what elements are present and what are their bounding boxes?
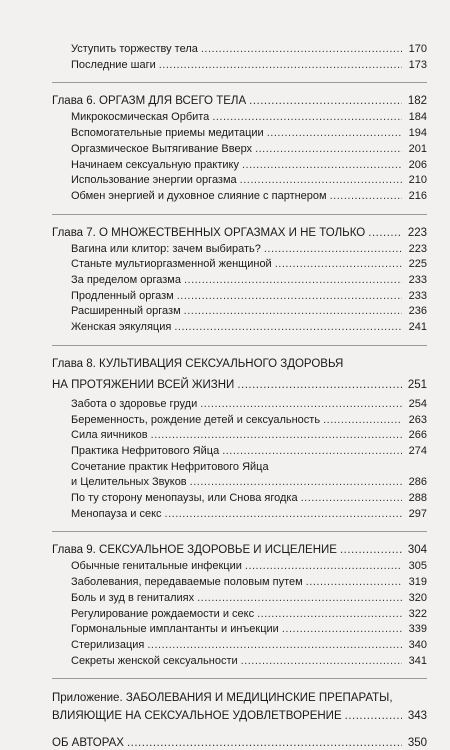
toc-entry: [71, 126, 427, 140]
toc-entry: [71, 289, 427, 303]
appendix-heading-line: Приложение. ЗАБОЛЕВАНИЯ И МЕДИЦИНСКИЕ ПРЕПАРАТЫ,: [52, 692, 393, 705]
dot-leader: [212, 110, 402, 124]
toc-entry-title: Практика Нефритового Яйца: [71, 444, 220, 457]
chapter-heading: [52, 378, 427, 392]
toc-entry-page-number: 319: [408, 576, 427, 589]
toc-entry-title: Начинаем сексуальную практику: [71, 158, 239, 171]
toc-entry-page-number: 223: [408, 242, 427, 255]
about-authors-page-number: 350: [407, 737, 427, 750]
toc-entry-title: Использование энергии оргазма: [71, 174, 237, 187]
dot-leader: [245, 559, 402, 573]
chapter-heading-page-number: 304: [407, 544, 427, 557]
dot-leader: [184, 273, 402, 287]
toc-entry-title: и Целительных Звуков: [71, 476, 187, 489]
dot-leader: [151, 428, 402, 442]
dot-leader: [237, 378, 402, 392]
toc-entry: [71, 607, 427, 621]
toc-entry-page-number: 320: [408, 591, 427, 604]
toc-entry-page-number: 201: [408, 142, 427, 155]
section-divider: [52, 345, 427, 346]
dot-leader: [249, 94, 402, 108]
toc-entry-page-number: 341: [408, 654, 427, 667]
chapter-heading-title: Глава 6. ОРГАЗМ ДЛЯ ВСЕГО ТЕЛА: [52, 95, 247, 108]
toc-entry: [71, 320, 427, 334]
toc-entry: [71, 242, 427, 256]
toc-entry-title: Женская эякуляция: [71, 321, 172, 334]
chapter-heading-page-number: 223: [407, 226, 427, 239]
toc-entry: [71, 559, 427, 573]
toc-entry-title: Продленный оргазм: [71, 289, 174, 302]
chapter-heading-title: НА ПРОТЯЖЕНИИ ВСЕЙ ЖИЗНИ: [52, 378, 235, 391]
toc-entry-title: Стерилизация: [71, 638, 145, 651]
about-authors: [52, 736, 427, 750]
toc-entry-page-number: 184: [408, 111, 427, 124]
toc-entry-title: Последние шаги: [71, 58, 156, 71]
toc-entry: [71, 58, 427, 72]
toc-entry: [71, 507, 427, 521]
dot-leader: [282, 622, 402, 636]
section-divider: [52, 82, 427, 83]
dot-leader: [345, 709, 402, 723]
dot-leader: [165, 507, 402, 521]
dot-leader: [242, 158, 402, 172]
chapter-heading-title: Глава 7. О МНОЖЕСТВЕННЫХ ОРГАЗМАХ И НЕ ТОЛЬКО: [52, 226, 366, 239]
toc-entry: [71, 638, 427, 652]
toc-entry: [71, 428, 427, 442]
toc-entry: [71, 189, 427, 203]
dot-leader: [200, 397, 402, 411]
dot-leader: [197, 591, 402, 605]
toc-entry-title: Сочетание практик Нефритового Яйца: [71, 460, 269, 473]
toc-entry: [71, 158, 427, 172]
dot-leader: [240, 173, 402, 187]
appendix-heading-page-number: 343: [407, 710, 427, 723]
chapter-heading-line: Глава 8. КУЛЬТИВАЦИЯ СЕКСУАЛЬНОГО ЗДОРОВЬЯ: [52, 357, 344, 370]
toc-entry: [71, 444, 427, 458]
toc-entry-title: Микрокосмическая Орбита: [71, 111, 210, 124]
toc-entry-page-number: 210: [408, 174, 427, 187]
toc-entry-page-number: 288: [408, 492, 427, 504]
dot-leader: [323, 413, 402, 427]
toc-entry-page-number: 233: [408, 274, 427, 286]
toc-entry: [71, 42, 427, 56]
toc-entry-page-number: 263: [408, 413, 427, 426]
chapter-heading: [52, 94, 427, 108]
section-divider: [52, 678, 427, 679]
toc-entry-title: Уступить торжеству тела: [71, 43, 198, 55]
toc-entry-title: Оргазмическое Вытягивание Вверх: [71, 142, 253, 155]
dot-leader: [177, 289, 402, 303]
toc-entry-title: Сила яичников: [71, 429, 148, 442]
toc-entry-title: Обмен энергией и духовное слияние с партнером: [71, 189, 327, 202]
toc-entry-page-number: 170: [408, 43, 427, 55]
toc-entry-page-number: 297: [408, 507, 427, 520]
section-divider: [52, 531, 427, 532]
toc-entry-page-number: 322: [408, 607, 427, 620]
toc-entry: [71, 591, 427, 605]
toc-entry-title: По ту сторону менопаузы, или Снова ягодка: [71, 492, 298, 504]
toc-entry-page-number: 339: [408, 623, 427, 636]
toc-entry-page-number: 233: [408, 289, 427, 302]
toc-entry-page-number: 173: [408, 58, 427, 71]
toc-entry-page-number: 225: [408, 258, 427, 271]
toc-entry: [71, 460, 427, 474]
toc-entry-title: Станьте мультиоргазменной женщиной: [71, 258, 272, 271]
dot-leader: [330, 189, 402, 203]
toc-entry-title: Беременность, рождение детей и сексуальность: [71, 413, 321, 426]
dot-leader: [275, 257, 402, 271]
dot-leader: [127, 736, 402, 750]
toc-entry-page-number: 194: [408, 127, 427, 140]
toc-entry-title: Регулирование рождаемости и секс: [71, 607, 255, 620]
dot-leader: [190, 475, 402, 489]
chapter-heading-page-number: 251: [407, 378, 427, 391]
toc-entry: [71, 273, 427, 287]
dot-leader: [301, 491, 402, 505]
toc-entry: [71, 173, 427, 187]
toc-entry-title: Секреты женской сексуальности: [71, 654, 238, 667]
toc-entry-title: Обычные генитальные инфекции: [71, 560, 242, 573]
toc-entry-page-number: 241: [408, 321, 427, 334]
dot-leader: [257, 607, 402, 621]
chapter-heading: [52, 226, 427, 240]
toc-entry: [71, 142, 427, 156]
about-authors-title: ОБ АВТОРАХ: [52, 737, 124, 750]
dot-leader: [264, 242, 402, 256]
dot-leader: [267, 126, 402, 140]
toc-entry-page-number: 305: [408, 560, 427, 573]
section-divider: [52, 214, 427, 215]
toc-entry-page-number: 254: [408, 397, 427, 410]
toc-entry-page-number: 340: [408, 638, 427, 651]
toc-entry: [71, 654, 427, 668]
appendix-heading: [52, 709, 427, 723]
toc-entry-title: Вагина или клитор: зачем выбирать?: [71, 242, 261, 255]
toc-entry-title: Вспомогательные приемы медитации: [71, 127, 264, 140]
toc-entry: [71, 304, 427, 318]
chapter-heading-page-number: 182: [407, 95, 427, 108]
toc-entry-title: Заболевания, передаваемые половым путем: [71, 576, 303, 589]
appendix-heading-title: ВЛИЯЮЩИЕ НА СЕКСУАЛЬНОЕ УДОВЛЕТВОРЕНИЕ: [52, 710, 342, 723]
dot-leader: [241, 654, 402, 668]
dot-leader: [368, 226, 402, 240]
toc-entry: [71, 475, 427, 489]
toc-entry-page-number: 236: [408, 305, 427, 318]
toc-entry: [71, 575, 427, 589]
dot-leader: [184, 304, 402, 318]
toc-entry: [71, 622, 427, 636]
toc-entry: [71, 257, 427, 271]
toc-entry-page-number: 266: [408, 429, 427, 442]
dot-leader: [174, 320, 402, 334]
dot-leader: [340, 543, 402, 557]
toc-entry-title: За пределом оргазма: [71, 274, 181, 286]
dot-leader: [159, 58, 402, 72]
toc-entry: [71, 413, 427, 427]
chapter-heading: [52, 543, 427, 557]
toc-entry-title: Расширенный оргазм: [71, 305, 181, 318]
toc-entry-title: Боль и зуд в гениталиях: [71, 591, 195, 604]
chapter-heading-title: Глава 9. СЕКСУАЛЬНОЕ ЗДОРОВЬЕ И ИСЦЕЛЕНИЕ: [52, 544, 337, 557]
toc-entry-title: Забота о здоровье груди: [71, 397, 198, 410]
toc-entry: [71, 491, 427, 505]
dot-leader: [306, 575, 402, 589]
toc-entry-page-number: 216: [408, 189, 427, 202]
toc-entry-page-number: 274: [408, 444, 427, 457]
dot-leader: [201, 42, 402, 56]
dot-leader: [222, 444, 402, 458]
toc-entry: [71, 397, 427, 411]
dot-leader: [255, 142, 402, 156]
toc-entry: [71, 110, 427, 124]
toc-entry-title: Менопауза и секс: [71, 507, 162, 520]
dot-leader: [147, 638, 402, 652]
toc-entry-title: Гормональные имплантанты и инъекции: [71, 623, 279, 636]
toc-entry-page-number: 206: [408, 158, 427, 171]
toc-entry-page-number: 286: [408, 476, 427, 489]
